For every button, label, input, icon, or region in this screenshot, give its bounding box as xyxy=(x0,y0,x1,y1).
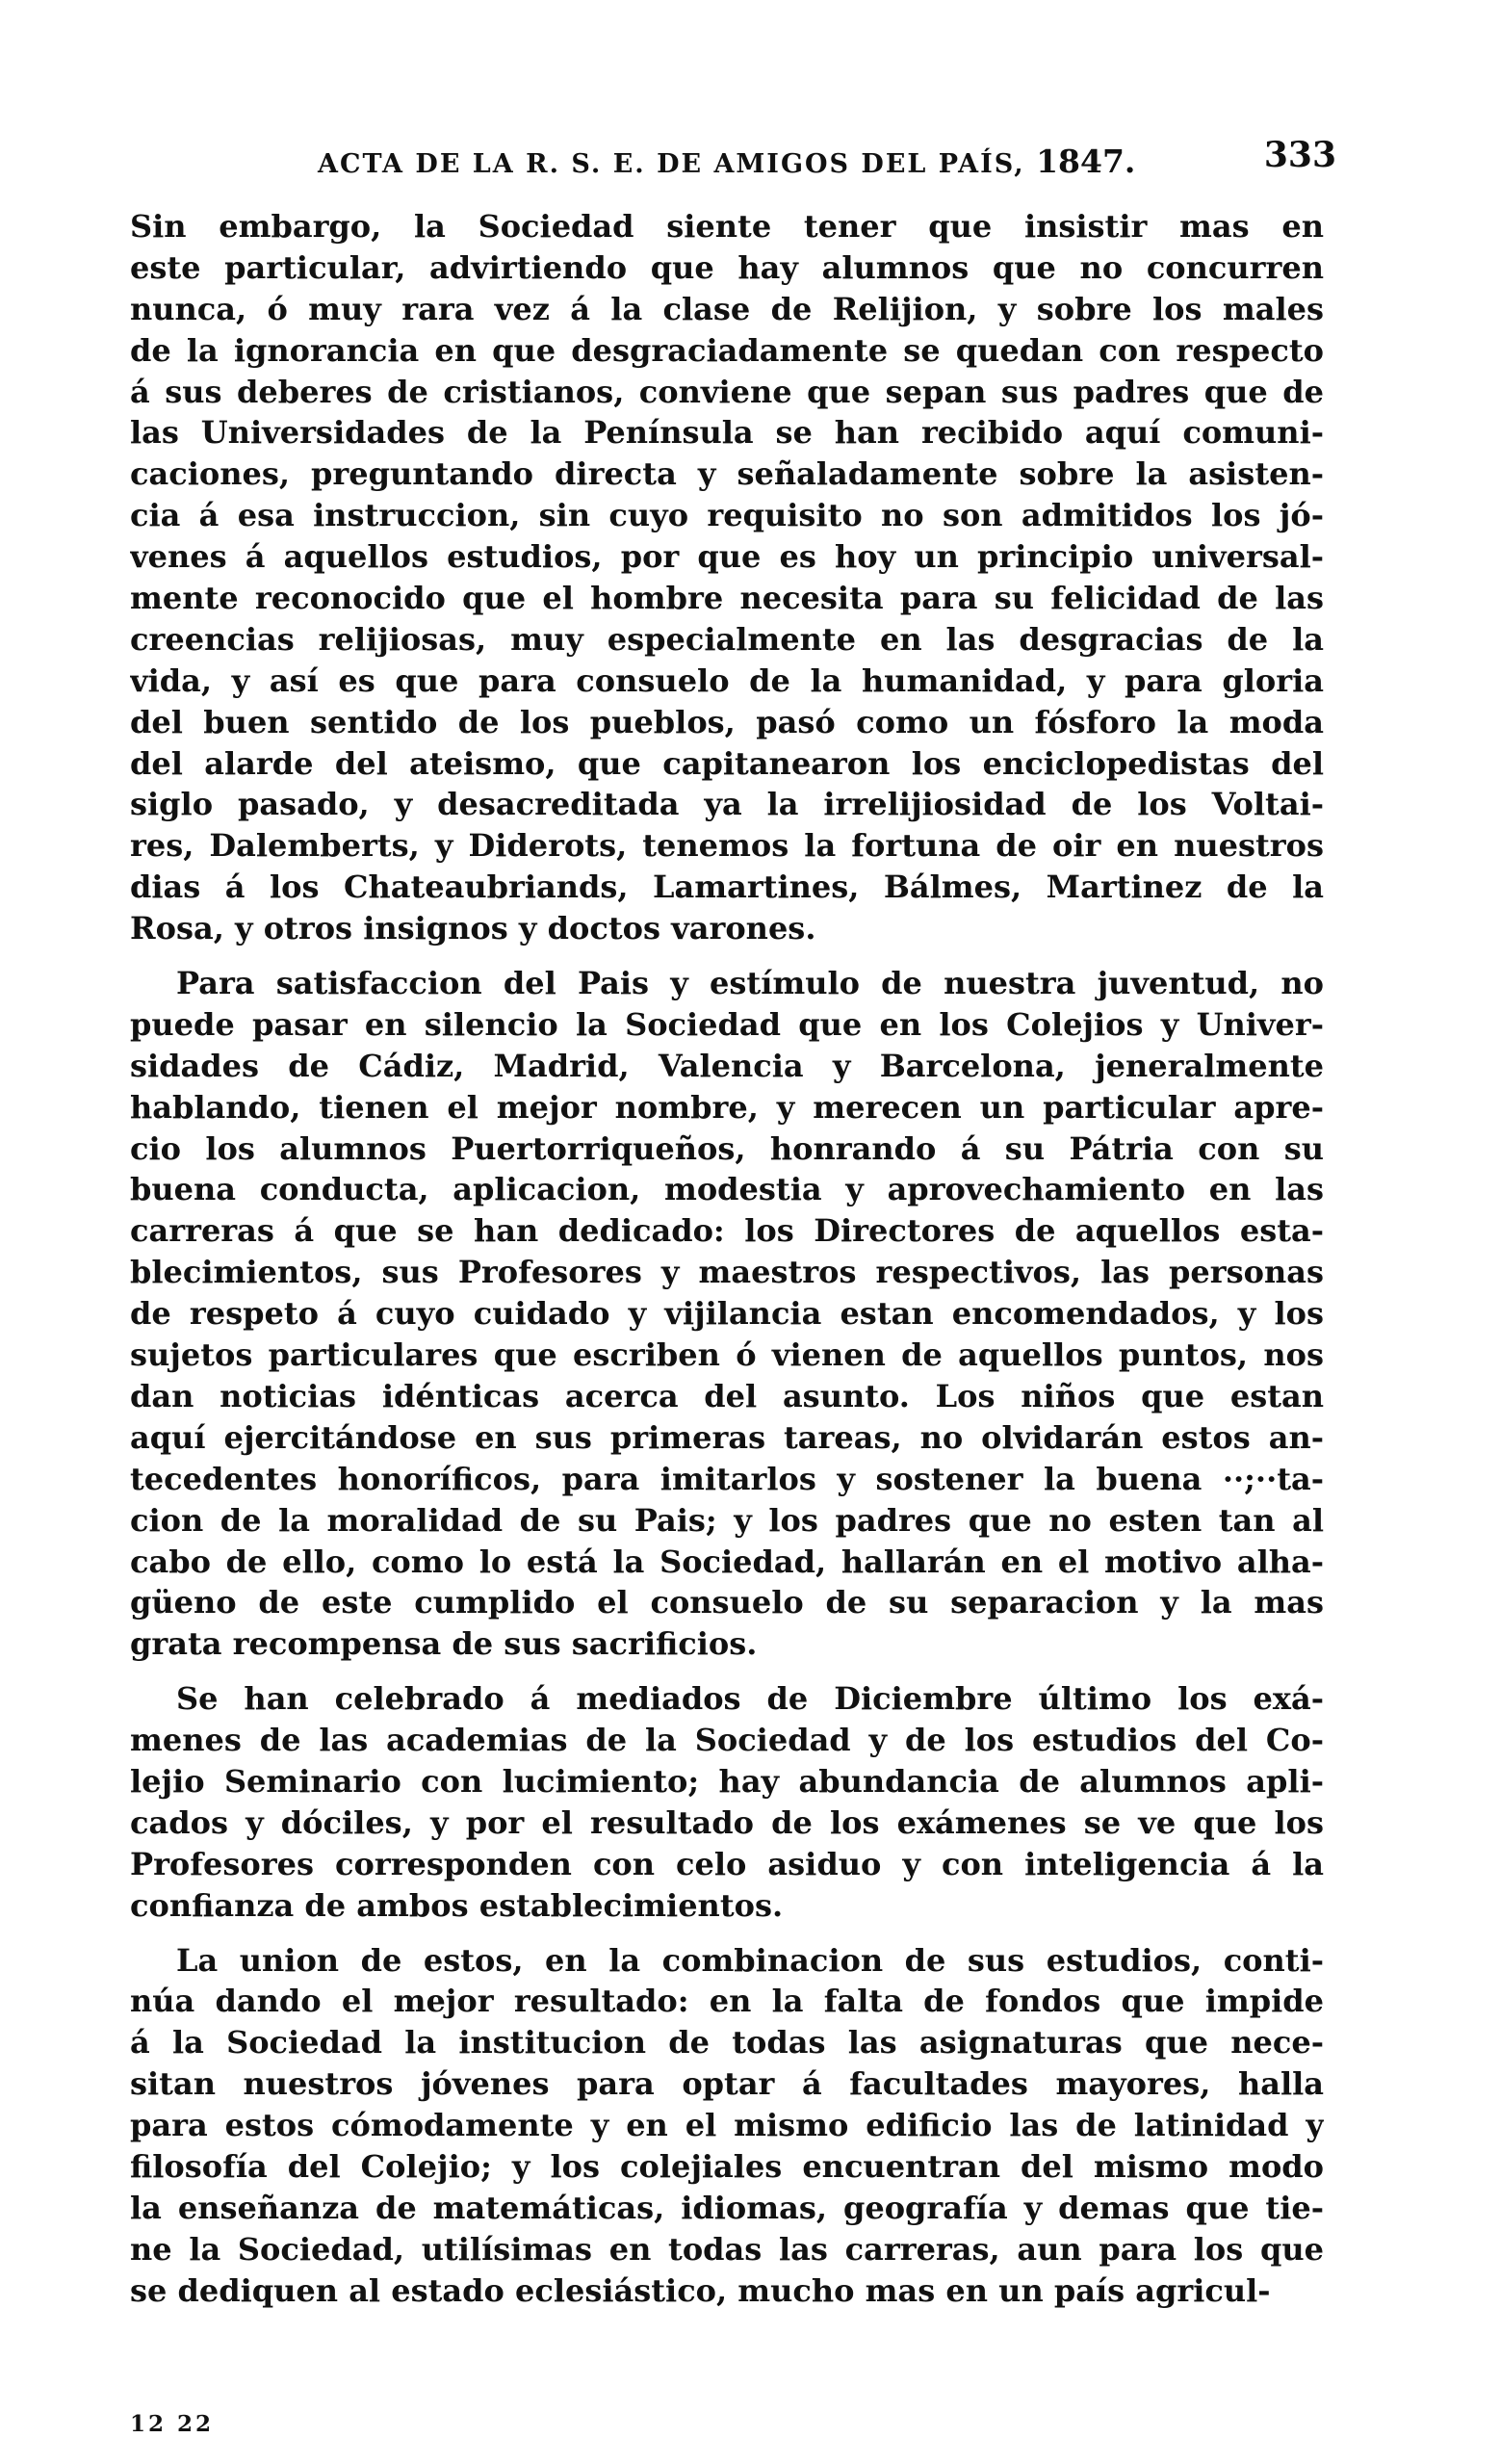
text-line: sidades de Cádiz, Madrid, Valencia y Barcelona, jeneralmente xyxy=(130,1047,1324,1084)
text-line: siglo pasado, y desacreditada ya la irrelijiosidad de los Voltai- xyxy=(130,786,1324,823)
text-line: res, Dalemberts, y Diderots, tenemos la fortuna de oir en nuestros xyxy=(130,827,1324,865)
text-line: cados y dóciles, y por el resultado de los exámenes se ve que los xyxy=(130,1803,1324,1841)
paragraph-gap xyxy=(130,949,1324,963)
text-line: dan noticias idénticas acerca del asunto. Los niños que estan xyxy=(130,1377,1324,1414)
text-line: La union de estos, en la combinacion de sus estudios, conti- xyxy=(176,1941,1324,1979)
text-line: del alarde del ateismo, que capitanearon los enciclopedistas del xyxy=(130,744,1324,782)
body-text xyxy=(130,206,1324,2312)
text-line: mente reconocido que el hombre necesita para su felicidad de las xyxy=(130,580,1324,617)
paragraph-gap xyxy=(130,1927,1324,1940)
text-line: buena conducta, aplicacion, modestia y aprovechamiento en las xyxy=(130,1171,1324,1208)
text-line: para estos cómodamente y en el mismo edificio las de latinidad y xyxy=(130,2107,1324,2144)
paragraph xyxy=(130,963,1324,1665)
text-line: Profesores corresponden con celo asiduo y con inteligencia á la xyxy=(130,1845,1324,1882)
running-title xyxy=(318,143,1135,180)
text-line: este particular, advirtiendo que hay alumnos que no concurren xyxy=(130,248,1324,286)
signature-mark: 12 22 xyxy=(130,2411,215,2437)
text-line: cion de la moralidad de su Pais; y los padres que no esten tan al xyxy=(130,1501,1324,1539)
text-line: nunca, ó muy rara vez á la clase de Relijion, y sobre los males xyxy=(130,290,1324,327)
text-line: aquí ejercitándose en sus primeras tareas, no olvidarán estos an- xyxy=(130,1418,1324,1456)
text-line: güeno de este cumplido el consuelo de su separacion y la mas xyxy=(130,1584,1324,1621)
text-line: del buen sentido de los pueblos, pasó como un fósforo la moda xyxy=(130,703,1324,740)
paragraph xyxy=(130,1940,1324,2312)
text-line: á sus deberes de cristianos, conviene que sepan sus padres que de xyxy=(130,373,1324,410)
text-line: cio los alumnos Puertorriqueños, honrando á su Pátria con su xyxy=(130,1129,1324,1167)
text-line: tecedentes honoríficos, para imitarlos y sostener la buena ··;··ta- xyxy=(130,1460,1324,1497)
text-line: confianza de ambos establecimientos. xyxy=(130,1886,784,1924)
text-line: sujetos particulares que escriben ó vienen de aquellos puntos, nos xyxy=(130,1336,1324,1374)
text-line: carreras á que se han dedicado: los Directores de aquellos esta- xyxy=(130,1212,1324,1250)
paragraph xyxy=(130,1678,1324,1926)
text-line: Sin embargo, la Sociedad siente tener que insistir mas en xyxy=(130,208,1324,245)
text-line: lejio Seminario con lucimiento; hay abundancia de alumnos apli- xyxy=(130,1762,1324,1800)
paragraph xyxy=(130,206,1324,949)
text-line: de la ignorancia en que desgraciadamente se quedan con respecto xyxy=(130,331,1324,369)
text-line: núa dando el mejor resultado: en la falta de fondos que impide xyxy=(130,1983,1324,2020)
text-line: puede pasar en silencio la Sociedad que en los Colejios y Univer- xyxy=(130,1005,1324,1043)
text-line: vida, y así es que para consuelo de la humanidad, y para gloria xyxy=(130,661,1324,699)
text-line: creencias relijiosas, muy especialmente en las desgracias de la xyxy=(130,620,1324,658)
text-line: blecimientos, sus Profesores y maestros respectivos, las personas xyxy=(130,1254,1324,1291)
text-line: Se han celebrado á mediados de Diciembre último los exá- xyxy=(176,1680,1324,1718)
text-line: ne la Sociedad, utilísimas en todas las carreras, aun para los que xyxy=(130,2230,1324,2268)
page-number: 333 xyxy=(1263,135,1336,175)
text-line: hablando, tienen el mejor nombre, y merecen un particular apre- xyxy=(130,1088,1324,1126)
text-line: grata recompensa de sus sacrificios. xyxy=(130,1625,758,1663)
text-line: se dediquen al estado eclesiástico, mucho mas en un país agricul- xyxy=(130,2271,1271,2309)
text-line: la enseñanza de matemáticas, idiomas, geografía y demas que tie- xyxy=(130,2189,1324,2226)
text-line: Para satisfaccion del Pais y estímulo de nuestra juventud, no xyxy=(176,965,1324,1002)
running-head xyxy=(318,133,1336,191)
text-line: Rosa, y otros insignos y doctos varones. xyxy=(130,910,816,947)
paragraph-gap xyxy=(130,1665,1324,1678)
text-line: caciones, preguntando directa y señaladamente sobre la asisten- xyxy=(130,455,1324,493)
text-line: cia á esa instruccion, sin cuyo requisito no son admitidos los jó- xyxy=(130,497,1324,534)
running-title-text: ACTA DE LA R. S. E. DE AMIGOS DEL PAÍS, xyxy=(318,149,1025,179)
text-line: á la Sociedad la institucion de todas las asignaturas que nece- xyxy=(130,2024,1324,2062)
text-line: cabo de ello, como lo está la Sociedad, hallarán en el motivo alha- xyxy=(130,1543,1324,1580)
text-line: venes á aquellos estudios, por que es hoy un principio universal- xyxy=(130,538,1324,576)
text-line: sitan nuestros jóvenes para optar á facultades mayores, halla xyxy=(130,2065,1324,2103)
text-line: de respeto á cuyo cuidado y vijilancia estan encomendados, y los xyxy=(130,1295,1324,1333)
text-line: las Universidades de la Península se han recibido aquí comuni- xyxy=(130,414,1324,452)
text-line: dias á los Chateaubriands, Lamartines, Bálmes, Martinez de la xyxy=(130,869,1324,906)
text-line: menes de las academias de la Sociedad y de los estudios del Co- xyxy=(130,1722,1324,1759)
running-title-year: 1847. xyxy=(1036,143,1136,180)
text-line: filosofía del Colejio; y los colejiales encuentran del mismo modo xyxy=(130,2147,1324,2185)
